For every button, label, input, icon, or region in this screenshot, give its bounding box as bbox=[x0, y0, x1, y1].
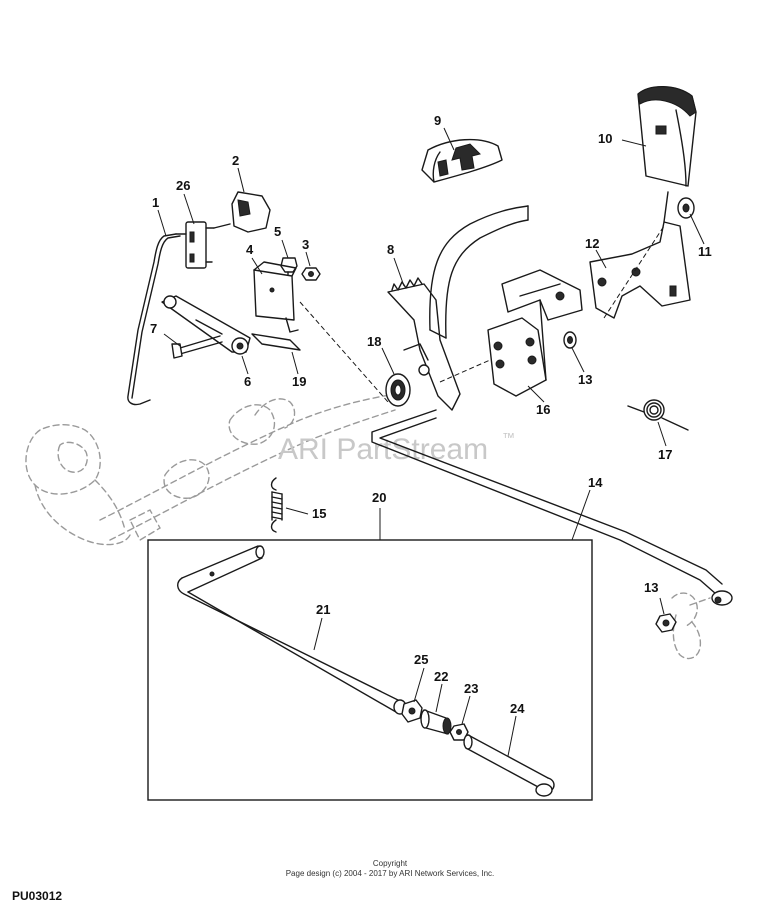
callout-19: 19 bbox=[292, 374, 307, 389]
part-15-extension-spring bbox=[272, 478, 283, 532]
callout-7: 7 bbox=[150, 321, 158, 336]
callout-23: 23 bbox=[464, 681, 479, 696]
callout-17: 17 bbox=[658, 447, 673, 462]
callout-24: 24 bbox=[510, 701, 525, 716]
part-17-torsion-spring bbox=[628, 400, 688, 430]
callout-9: 9 bbox=[434, 113, 442, 128]
callout-18: 18 bbox=[367, 334, 382, 349]
part-13-nut-upper bbox=[564, 332, 576, 348]
callout-5: 5 bbox=[274, 224, 282, 239]
callout-16: 16 bbox=[536, 402, 551, 417]
part-24-rod bbox=[464, 735, 554, 796]
watermark-trademark: ™ bbox=[502, 430, 515, 445]
part-20-kit-box bbox=[148, 540, 592, 800]
callout-13-upper: 13 bbox=[578, 372, 593, 387]
callout-3: 3 bbox=[302, 237, 310, 252]
callout-21: 21 bbox=[316, 602, 331, 617]
ghost-lift-arm bbox=[672, 593, 710, 658]
part-25-nut bbox=[402, 700, 422, 722]
callout-13-lower: 13 bbox=[644, 580, 659, 595]
part-12-bracket bbox=[590, 192, 690, 318]
callout-11: 11 bbox=[698, 244, 712, 259]
copyright-line-1: Copyright bbox=[372, 859, 408, 868]
callout-25: 25 bbox=[414, 652, 429, 667]
part-1-lift-rod bbox=[128, 234, 180, 405]
callout-15: 15 bbox=[312, 506, 327, 521]
callout-20: 20 bbox=[372, 490, 387, 505]
callout-1: 1 bbox=[152, 195, 160, 210]
callout-10: 10 bbox=[598, 131, 613, 146]
part-21-rod bbox=[178, 546, 406, 714]
part-3-nut bbox=[302, 268, 320, 280]
callout-14: 14 bbox=[588, 475, 603, 490]
part-10-pedal-cover bbox=[638, 87, 696, 186]
part-26-switch bbox=[176, 222, 214, 268]
callout-22: 22 bbox=[434, 669, 449, 684]
part-22-coupler bbox=[421, 710, 451, 734]
ghost-deck-assembly bbox=[26, 395, 395, 545]
callout-4: 4 bbox=[246, 242, 254, 257]
part-19-plate bbox=[252, 334, 300, 350]
diagram-code: PU03012 bbox=[12, 889, 63, 903]
part-2-cover bbox=[214, 192, 270, 232]
pedal-shaft-arm bbox=[430, 206, 528, 338]
callout-2: 2 bbox=[232, 153, 240, 168]
callout-6: 6 bbox=[244, 374, 252, 389]
copyright-line-2: Page design (c) 2004 - 2017 by ARI Network Services, Inc. bbox=[285, 869, 495, 878]
callout-12: 12 bbox=[585, 236, 600, 251]
callout-8: 8 bbox=[387, 242, 395, 257]
watermark-text: ARI PartStream bbox=[278, 433, 489, 466]
part-18-bushing bbox=[386, 374, 410, 406]
callout-26: 26 bbox=[176, 178, 191, 193]
part-11-washer bbox=[678, 198, 694, 218]
part-13-nut-lower bbox=[656, 614, 676, 632]
part-9-pedal-pad bbox=[422, 140, 502, 182]
